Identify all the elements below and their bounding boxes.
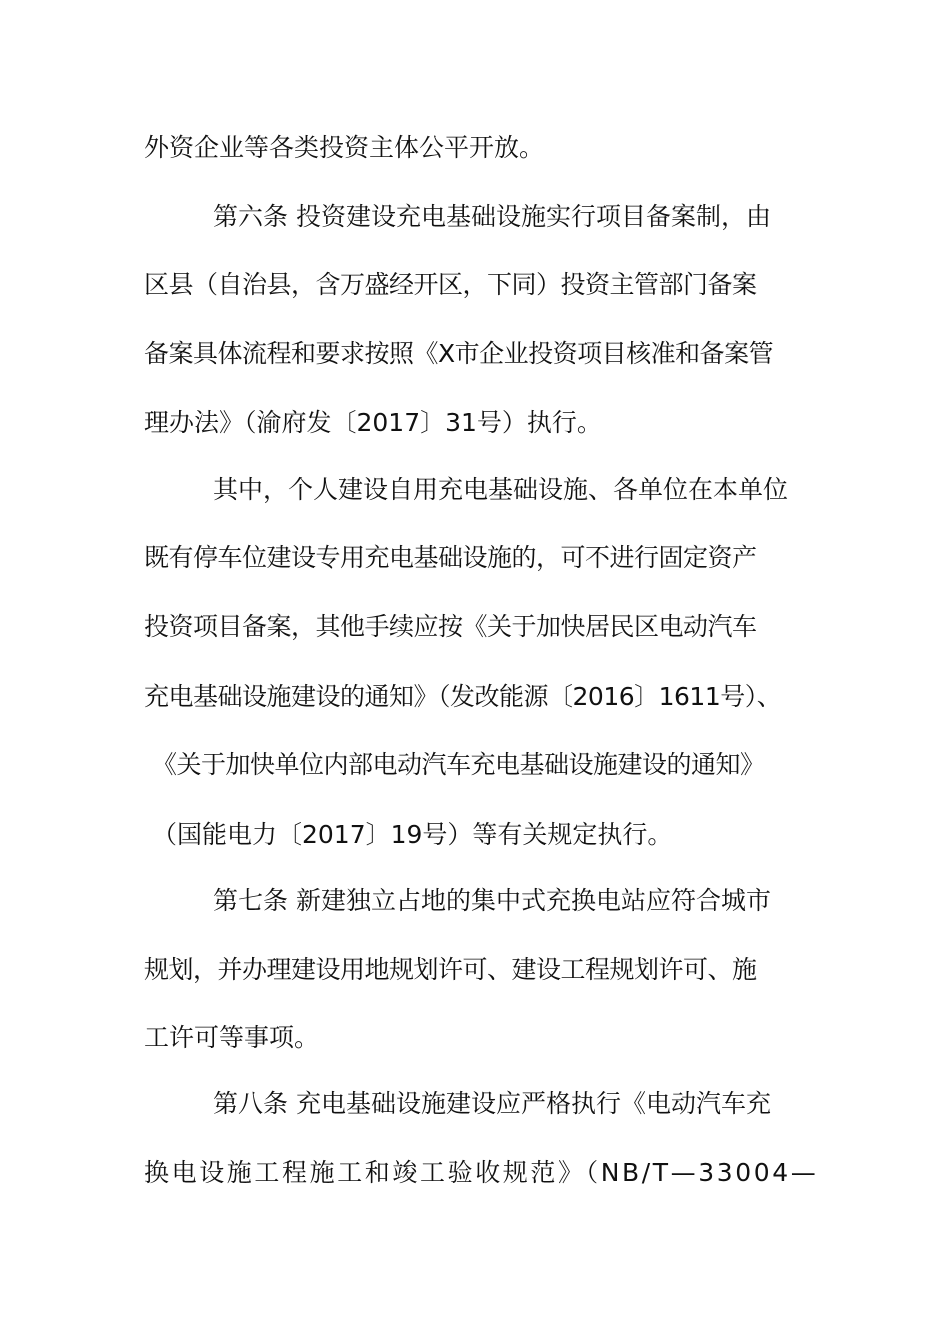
- paragraph-article-6: 第六条 投资建设充电基础设施实行项目备案制，由: [213, 202, 771, 231]
- text-line: 区县（自治县，含万盛经开区，下同）投资主管部门备案: [144, 270, 757, 299]
- text-line: 理办法》（渝府发〔2017〕31号）执行。: [144, 408, 602, 437]
- text-line: 投资项目备案，其他手续应按《关于加快居民区电动汽车: [144, 612, 757, 641]
- text-line: 《关于加快单位内部电动汽车充电基础设施建设的通知》: [152, 750, 765, 779]
- text-line: 充电基础设施建设的通知》（发改能源〔2016〕1611号）、: [144, 682, 782, 711]
- text-line: 规划，并办理建设用地规划许可、建设工程规划许可、施: [144, 955, 757, 984]
- text-line: 外资企业等各类投资主体公平开放。: [144, 133, 545, 162]
- paragraph-article-8: 第八条 充电基础设施建设应严格执行《电动汽车充: [213, 1089, 771, 1118]
- paragraph-article-7: 第七条 新建独立占地的集中式充换电站应符合城市: [213, 886, 771, 915]
- paragraph-exemption: 其中，个人建设自用充电基础设施、各单位在本单位: [213, 475, 789, 504]
- text-line: （国能电力〔2017〕19号）等有关规定执行。: [152, 820, 673, 849]
- text-line: 换电设施工程施工和竣工验收规范》（NB/T—33004—: [144, 1158, 819, 1187]
- text-line: 工许可等事项。: [144, 1023, 320, 1052]
- text-line: 备案具体流程和要求按照《X市企业投资项目核准和备案管: [144, 339, 774, 368]
- text-line: 既有停车位建设专用充电基础设施的，可不进行固定资产: [144, 543, 757, 572]
